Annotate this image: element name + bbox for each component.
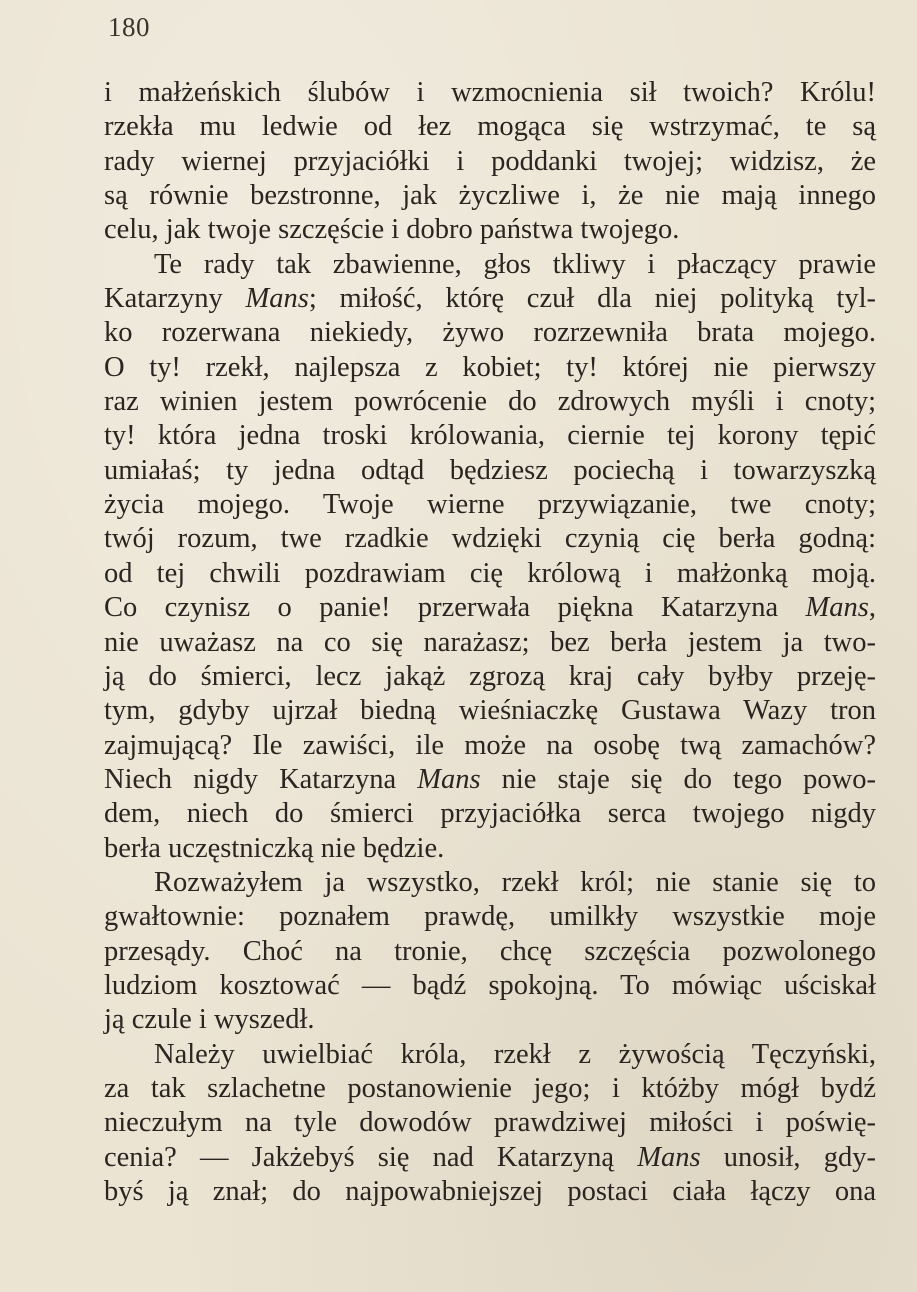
text-line: życia mojego. Twoje wierne przywiązanie, twe cnoty; <box>104 489 876 521</box>
text-line: Rozważyłem ja wszystko, rzekł król; nie stanie się to <box>154 866 876 898</box>
text-line: berła uczęstniczką nie będzie. <box>104 832 445 864</box>
text-line: raz winien jestem powrócenie do zdrowych myśli i cnoty; <box>104 386 876 418</box>
text-line: celu, jak twoje szczęście i dobro państwa twojego. <box>104 214 680 246</box>
text-line: ją czule i wyszedł. <box>104 1004 315 1036</box>
text-line: i małżeńskich ślubów i wzmocnienia sił twoich? Królu! <box>104 77 876 108</box>
text-line: byś ją znał; do najpowabniejszej postaci ciała łączy ona <box>104 1176 876 1207</box>
text-line: od tej chwili pozdrawiam cię królową i małżonką moją. <box>104 557 876 589</box>
page-number: 180 <box>108 12 150 42</box>
text-line: ją do śmierci, lecz jakąż zgrozą kraj cały byłby przeję- <box>104 660 876 692</box>
text-line: gwałtownie: poznałem prawdę, umilkły wszystkie moje <box>104 901 876 933</box>
text-line: są równie bezstronne, jak życzliwe i, że nie mają innego <box>104 180 876 212</box>
text-line: nieczułym na tyle dowodów prawdziwej miłości i poświę- <box>104 1107 876 1139</box>
text-line: Należy uwielbiać króla, rzekł z żywością Tęczyński, <box>154 1038 876 1070</box>
text-line: dem, niech do śmierci przyjaciółka serca twojego nigdy <box>104 798 876 830</box>
text-line: umiałaś; ty jedna odtąd będziesz pociechą i towarzyszką <box>104 454 876 486</box>
body-text <box>104 76 876 1209</box>
text-line: Katarzyny Mans; miłość, którę czuł dla niej polityką tyl- <box>104 283 876 315</box>
text-paragraphs <box>104 76 876 1209</box>
text-line: Te rady tak zbawienne, głos tkliwy i płaczący prawie <box>154 248 876 280</box>
text-line: zajmującą? Ile zawiści, ile może na osobę twą zamachów? <box>104 729 876 761</box>
text-line: cenia? — Jakżebyś się nad Katarzyną Mans unosił, gdy- <box>104 1141 876 1173</box>
text-line: ko rozerwana niekiedy, żywo rozrzewniła brata mojego. <box>104 317 876 349</box>
text-line: ludziom kosztować — bądź spokojną. To mówiąc uściskał <box>104 969 876 1001</box>
text-line: Co czynisz o panie! przerwała piękna Katarzyna Mans, <box>104 592 876 624</box>
text-line: ty! która jedna troski królowania, ciernie tej korony tępić <box>104 420 876 452</box>
text-line: tym, gdyby ujrzał biedną wieśniaczkę Gustawa Wazy tron <box>104 695 876 727</box>
text-line: za tak szlachetne postanowienie jego; i któżby mógł bydź <box>104 1072 876 1104</box>
text-line: rady wiernej przyjaciółki i poddanki twojej; widzisz, że <box>104 145 876 177</box>
text-line: O ty! rzekł, najlepsza z kobiet; ty! której nie pierwszy <box>104 351 876 383</box>
text-line: twój rozum, twe rzadkie wdzięki czynią cię berła godną: <box>104 523 876 555</box>
text-line: Niech nigdy Katarzyna Mans nie staje się do tego powo- <box>104 763 876 795</box>
text-line: nie uważasz na co się narażasz; bez berła jestem ja two- <box>104 626 876 658</box>
text-line: przesądy. Choć na tronie, chcę szczęścia pozwolonego <box>104 935 876 967</box>
text-line: rzekła mu ledwie od łez mogąca się wstrzymać, te są <box>104 111 876 143</box>
